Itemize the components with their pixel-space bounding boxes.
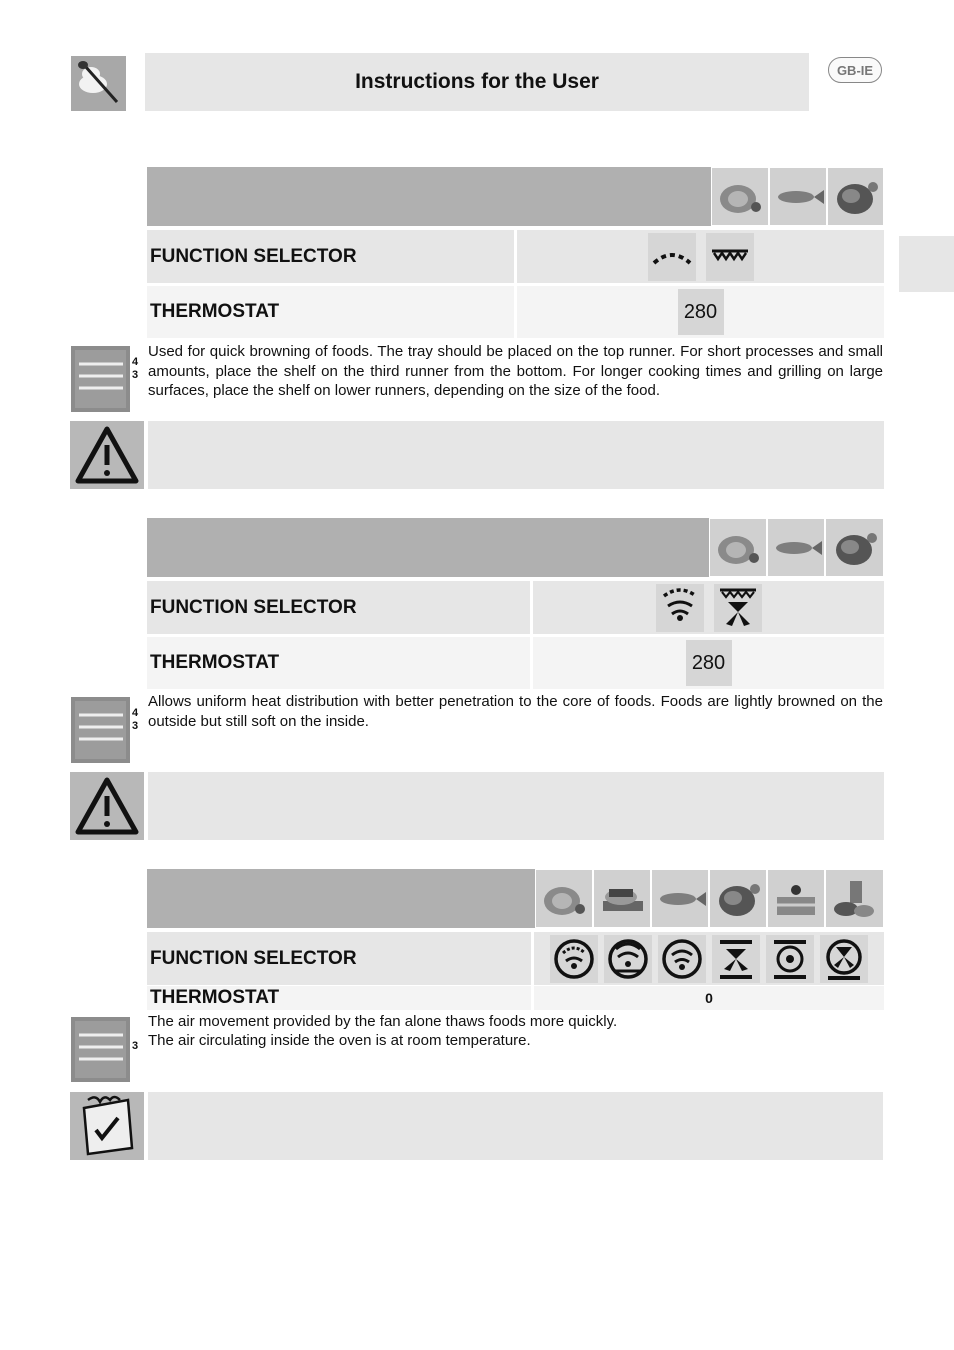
thermostat-value: 0 <box>705 990 713 1006</box>
runner-number: 3 <box>132 1040 139 1052</box>
meat-icon <box>711 167 769 226</box>
fan-bottom-icon <box>820 935 868 983</box>
note-box <box>148 772 884 840</box>
warning-icon <box>70 421 144 489</box>
lower-element-icon <box>706 233 754 281</box>
description: Allows uniform heat distribution with better penetration to the core of foods. Foods are lightly browned on the outside but still soft on the inside. <box>148 693 883 730</box>
note-box <box>148 421 884 489</box>
meat-icon <box>709 518 767 577</box>
thermostat-value-cell <box>533 637 884 689</box>
fish-icon <box>651 869 709 928</box>
description: Used for quick browning of foods. The tray should be placed on the top runner. For short processes and small amounts, place the shelf on the third runner from the bottom. For longer cooking times and grilling on large surfaces, place the shelf on lower runners, depending on the size of the food. <box>148 343 883 399</box>
runner-number: 3 <box>132 369 139 381</box>
thermostat-value-cell <box>534 986 884 1010</box>
section-header-bar <box>147 869 535 928</box>
function-selector-label: FUNCTION SELECTOR <box>147 932 531 985</box>
oven-shelf-icon <box>71 346 130 412</box>
fan-element-icon <box>714 584 762 632</box>
description-line: The air movement provided by the fan alone thaws foods more quickly. <box>148 1013 618 1030</box>
function-selector-value <box>534 932 884 985</box>
fish-icon <box>769 167 827 226</box>
bread-icon <box>593 869 651 928</box>
vegetables-icon <box>825 869 884 928</box>
function-selector-value <box>533 581 884 634</box>
oven-shelf-icon <box>71 697 130 763</box>
thermostat-label: THERMOSTAT <box>147 637 530 689</box>
oven-shelf-icon <box>71 1017 130 1082</box>
fish-icon <box>767 518 825 577</box>
section-header-bar <box>147 167 711 226</box>
fan-top-bottom-ring-icon <box>766 935 814 983</box>
description-line: The air circulating inside the oven is at room temperature. <box>148 1032 531 1049</box>
thermostat-value: 280 <box>678 289 724 335</box>
note-box <box>148 1092 883 1160</box>
fan-assisted-grill-ring-icon <box>604 935 652 983</box>
thermostat-label: THERMOSTAT <box>147 286 514 338</box>
thermostat-value-cell <box>517 286 884 338</box>
runner-number: 3 <box>132 720 139 732</box>
poultry-icon <box>825 518 884 577</box>
page-title: Instructions for the User <box>145 53 809 111</box>
notepad-icon <box>70 1092 144 1160</box>
fan-assisted-grill-icon <box>550 935 598 983</box>
runner-number: 4 <box>132 707 139 719</box>
chef-logo-icon <box>71 56 126 111</box>
fan-top-bottom-icon <box>712 935 760 983</box>
meat-icon <box>535 869 593 928</box>
language-badge: GB-IE <box>828 57 882 83</box>
side-tab <box>899 236 954 292</box>
poultry-icon <box>827 167 884 226</box>
ring-fan-icon <box>658 935 706 983</box>
function-selector-value <box>517 230 884 283</box>
thermostat-label: THERMOSTAT <box>147 986 531 1010</box>
warning-icon <box>70 772 144 840</box>
cake-icon <box>767 869 825 928</box>
function-selector-label: FUNCTION SELECTOR <box>147 230 514 283</box>
thermostat-value: 280 <box>686 640 732 686</box>
runner-number: 4 <box>132 356 139 368</box>
grill-icon <box>648 233 696 281</box>
function-selector-label: FUNCTION SELECTOR <box>147 581 530 634</box>
section-header-bar <box>147 518 709 577</box>
fan-grill-icon <box>656 584 704 632</box>
poultry-icon <box>709 869 767 928</box>
